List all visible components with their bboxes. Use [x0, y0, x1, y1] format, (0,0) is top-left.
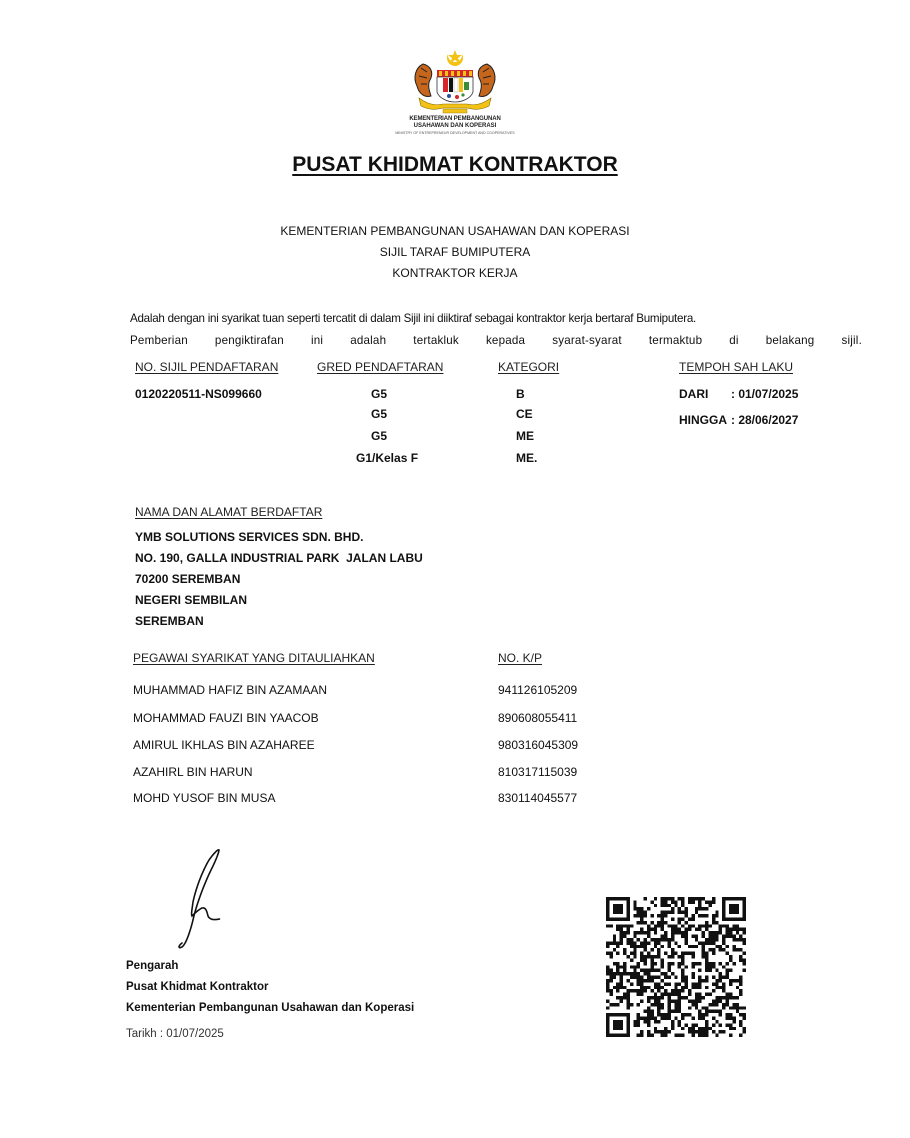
statement-line-1: Adalah dengan ini syarikat tuan seperti tercatit di dalam Sijil ini diiktiraf sebagai kontraktor kerja bertaraf Bumiputera. — [130, 312, 696, 325]
officer-name: AZAHIRL BIN HARUN — [133, 765, 253, 779]
header-company: NAMA DAN ALAMAT BERDAFTAR — [135, 505, 323, 519]
signatory-ministry: Kementerian Pembangunan Usahawan dan Koperasi — [126, 1002, 415, 1014]
officer-name: MOHAMMAD FAUZI BIN YAACOB — [133, 711, 319, 725]
signature-date: Tarikh : 01/07/2025 — [126, 1028, 224, 1040]
coat-of-arms-icon — [405, 46, 505, 116]
company-address-line: NEGERI SEMBILAN — [135, 593, 248, 607]
company-name: YMB SOLUTIONS SERVICES SDN. BHD. — [135, 530, 364, 544]
header-gred: GRED PENDAFTARAN — [317, 360, 444, 374]
contractor-type-heading: KONTRAKTOR KERJA — [392, 266, 518, 280]
qr-modules — [606, 897, 746, 1037]
signatory-title: Pengarah — [126, 960, 179, 972]
company-address-line: NO. 190, GALLA INDUSTRIAL PARK JALAN LABU — [135, 551, 423, 565]
signature-icon — [160, 840, 250, 955]
page-title: PUSAT KHIDMAT KONTRAKTOR — [292, 153, 618, 176]
category-value: ME. — [516, 451, 538, 465]
officer-name: MOHD YUSOF BIN MUSA — [133, 791, 276, 805]
company-address-line: 70200 SEREMBAN — [135, 572, 241, 586]
ministry-heading: KEMENTERIAN PEMBANGUNAN USAHAWAN DAN KOPERASI — [280, 224, 630, 238]
officer-ic: 980316045309 — [498, 738, 579, 752]
grade-value: G5 — [371, 407, 388, 421]
officer-name: MUHAMMAD HAFIZ BIN AZAMAAN — [133, 683, 328, 697]
registration-number: 0120220511-NS099660 — [135, 387, 262, 401]
validity-from-date: : 01/07/2025 — [731, 387, 799, 401]
category-value: ME — [516, 429, 534, 443]
validity-to-date: : 28/06/2027 — [731, 413, 799, 427]
header-kategori: KATEGORI — [498, 360, 560, 374]
company-address-line: SEREMBAN — [135, 614, 204, 628]
grade-value: G5 — [371, 387, 388, 401]
grade-value: G1/Kelas F — [356, 451, 419, 465]
officer-ic: 810317115039 — [498, 765, 578, 779]
logo-ministry-line-1: KEMENTERIAN PEMBANGUNAN — [409, 116, 501, 122]
header-no-sijil: NO. SIJIL PENDAFTARAN — [135, 360, 279, 374]
validity-from-label: DARI — [679, 387, 709, 401]
category-value: CE — [516, 407, 533, 421]
grade-value: G5 — [371, 429, 388, 443]
header-tempoh: TEMPOH SAH LAKU — [679, 360, 794, 374]
certificate-heading: SIJIL TARAF BUMIPUTERA — [379, 245, 531, 259]
officer-ic: 890608055411 — [498, 711, 578, 725]
statement-line-2: Pemberian pengiktirafan ini adalah tertakluk kepada syarat-syarat termaktub di belakang sijil. — [130, 334, 862, 347]
signatory-department: Pusat Khidmat Kontraktor — [126, 981, 269, 993]
qr-code-icon — [606, 897, 746, 1037]
officer-ic: 941126105209 — [498, 683, 578, 697]
validity-to-label: HINGGA — [679, 413, 727, 427]
category-value: B — [516, 387, 525, 401]
officer-name: AMIRUL IKHLAS BIN AZAHAREE — [133, 738, 315, 752]
header-officers: PEGAWAI SYARIKAT YANG DITAULIAHKAN — [133, 651, 375, 665]
logo-ministry-line-2: USAHAWAN DAN KOPERASI — [413, 123, 497, 129]
officer-ic: 830114045577 — [498, 791, 578, 805]
header-ic-number: NO. K/P — [498, 651, 543, 665]
logo-ministry-english: MINISTRY OF ENTREPRENEUR DEVELOPMENT AND COOPERATIVES — [395, 131, 515, 135]
